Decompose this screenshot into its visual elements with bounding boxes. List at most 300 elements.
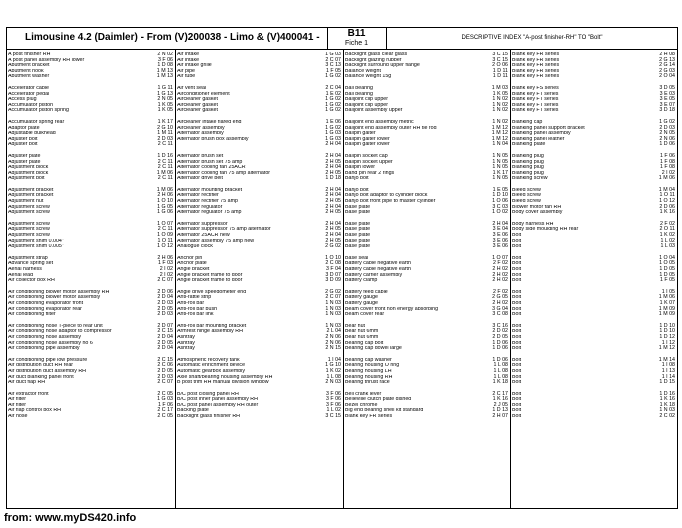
fiche-reference: 1 F 05 — [659, 277, 675, 284]
part-description: Blower motor fan RH — [512, 204, 562, 210]
part-description: Battery gauge — [345, 295, 378, 301]
fiche-reference: 1 N 05 — [492, 175, 508, 182]
part-description: Adjustment screw — [8, 227, 50, 233]
part-description: Balljoint end assembly metric — [345, 119, 414, 125]
fiche-reference: 2 H 04 — [325, 232, 341, 239]
fiche-reference: 2 D 03 — [157, 373, 173, 380]
index-entry — [344, 414, 510, 420]
part-description: A post panel assembly RH lower — [8, 57, 85, 63]
part-description: Aircleaner assembly — [177, 125, 225, 131]
part-description: Balance weight — [345, 68, 381, 74]
fiche-reference: 2 H 02 — [492, 271, 508, 278]
part-description: Air conditioning hose adaptor to compressor — [8, 329, 112, 335]
fiche-reference: 1 G 02 — [325, 101, 341, 108]
part-description: Battery clamp — [345, 278, 378, 284]
header-divider — [386, 28, 387, 49]
part-description: Bolt — [512, 278, 522, 284]
part-description: Bolt — [512, 380, 522, 386]
part-description: Accelerator cable — [8, 85, 49, 91]
part-description: Ballpin lower — [345, 165, 376, 171]
fiche-reference: 1 L 02 — [660, 237, 675, 244]
part-description: Aerial harness — [8, 267, 42, 272]
part-description: Bezel chrome — [345, 402, 378, 408]
index-entry — [344, 142, 510, 148]
fiche-reference: 3 C 03 — [492, 203, 508, 210]
part-description: Body harness RH — [512, 221, 554, 227]
part-description: Banjo bolt front pipe to master cylinder — [345, 199, 436, 205]
fiche-reference: 2 C 02 — [659, 413, 675, 420]
part-description: Air pipe — [177, 68, 195, 74]
part-description: Bolt — [512, 363, 522, 369]
part-description: Air duct flap RH — [8, 380, 46, 386]
fiche-reference: 3 E 06 — [492, 237, 508, 244]
part-description: Bleed screw — [512, 193, 541, 199]
fiche-reference: 1 O 07 — [492, 254, 508, 261]
part-description: Blanking plug — [512, 165, 544, 171]
part-description: Bolt — [512, 334, 522, 340]
part-description: Backing plate — [177, 408, 209, 414]
part-description: Alternator brush set — [177, 153, 224, 159]
parts-index-sheet — [6, 27, 678, 509]
fiche-reference: 2 D 04 — [157, 345, 173, 352]
part-description: Blank key FT series — [512, 108, 559, 114]
part-description: Ball bearing — [345, 91, 373, 97]
part-description: Bolt — [512, 272, 522, 278]
fiche-reference: 1 O 07 — [157, 220, 173, 227]
fiche-reference: 1 N 05 — [492, 164, 508, 171]
index-entry — [7, 210, 175, 216]
fiche-reference: 1 K 02 — [659, 232, 675, 239]
fiche-reference: 2 H 07 — [492, 413, 508, 420]
fiche-reference: 3 E 07 — [659, 101, 675, 108]
fiche-reference: 2 H 05 — [325, 198, 341, 205]
part-description: Balljoint end assembly outer RH tie rod — [345, 125, 437, 131]
fiche-reference: 1 O 10 — [325, 254, 341, 261]
part-description: Alternator brush box assembly — [177, 136, 249, 142]
part-description: Bleed screw — [512, 199, 541, 205]
fiche-reference: 2 N 03 — [325, 379, 341, 386]
fiche-reference: 1 O 05 — [659, 260, 675, 267]
fiche-reference: 1 L 08 — [493, 362, 508, 369]
fiche-reference: 1 F 08 — [659, 158, 675, 165]
fiche-reference: 2 C 17 — [492, 390, 508, 397]
part-description: Blank key FT series — [512, 97, 559, 103]
fiche-reference: 1 M 09 — [658, 305, 675, 312]
fiche-reference: 1 K 02 — [325, 367, 341, 374]
part-description: Adaptor plate — [8, 125, 40, 131]
fiche-reference: 2 C 11 — [157, 164, 173, 171]
fiche-reference: 1 N 02 — [492, 96, 508, 103]
sheet-title: Limousine 4.2 (Daimler) - From (V)200038 - Limo & (V)400041 - — [25, 32, 320, 43]
fiche-reference: 2 I 02 — [661, 169, 675, 176]
part-description: Adjuster bolt — [8, 142, 38, 148]
part-description: Aircleaner intake flared end — [177, 119, 242, 125]
part-description: Bearing cap dowel large — [345, 346, 402, 352]
part-description: Anti-roll bar mounting bracket — [177, 323, 247, 329]
part-description: Banjo bolt — [345, 176, 369, 182]
part-description: Big end bearing shell kit standard — [345, 408, 424, 414]
part-description: Automatic gearbox assembly — [177, 368, 246, 374]
source-footer: from: www.myDS420.info — [4, 512, 137, 524]
fiche-reference: 2 H 02 — [492, 266, 508, 272]
part-description: Blank key FS series — [512, 85, 559, 91]
index-entry — [7, 312, 175, 318]
part-description: Bearing housing RH — [345, 374, 393, 380]
part-description: Anchor pin — [177, 255, 203, 261]
part-description: Bleed screw — [512, 187, 541, 193]
index-entry — [176, 74, 343, 80]
fiche-reference: 1 K 05 — [492, 90, 508, 97]
part-description: Air conditioning pipe assembly — [8, 346, 80, 352]
fiche-reference: 2 C 15 — [157, 328, 173, 335]
fiche-reference: 2 D 03 — [157, 135, 173, 142]
index-entry — [176, 244, 343, 250]
fiche-reference: 1 D 08 — [157, 62, 173, 69]
part-description: Blanking screw — [512, 176, 548, 182]
fiche-reference: 1 K 07 — [659, 299, 675, 306]
fiche-reference: 3 D 09 — [325, 277, 341, 284]
fiche-reference: 2 H 05 — [325, 169, 341, 176]
part-description: Angle bracket frame to door — [177, 272, 243, 278]
part-description: Beam cover rear — [345, 312, 385, 318]
index-column-2 — [176, 52, 343, 507]
part-description: B/C post inner panel assembly RH — [177, 397, 258, 403]
part-description: Adjustment shim 0.004" — [8, 238, 64, 244]
fiche-reference: 1 G 03 — [157, 396, 173, 403]
fiche-reference: 2 H 04 — [492, 220, 508, 227]
part-description: Bell crank lever — [345, 391, 382, 397]
part-description: Blanking plug — [512, 153, 544, 159]
part-description: Bolt — [512, 255, 522, 261]
part-description: Blank key FR series — [512, 74, 560, 80]
fiche-reference: 1 M 13 — [156, 73, 173, 80]
fiche-reference: 1 N 02 — [492, 101, 508, 108]
fiche-reference: 1 O 10 — [157, 198, 173, 205]
fiche-reference: 3 E 06 — [492, 243, 508, 250]
fiche-reference: 2 G 02 — [325, 243, 341, 250]
fiche-reference: 2 D 07 — [157, 322, 173, 329]
part-description: Adjuster bolt — [8, 136, 38, 142]
fiche-reference: 2 G 14 — [659, 62, 675, 69]
part-description: Base plate — [345, 227, 371, 233]
fiche-reference: 3 E 05 — [659, 96, 675, 103]
part-description: Air intake — [177, 57, 200, 63]
fiche-reference: 2 C 04 — [325, 84, 341, 91]
part-description: Adjuster plate — [8, 159, 41, 165]
index-entry — [176, 380, 343, 386]
fiche-reference: 2 C 07 — [325, 56, 341, 63]
part-description: Abutment bracket — [8, 63, 50, 69]
part-description: Bearing housing LH — [345, 368, 392, 374]
part-description: Blank key FR series — [512, 57, 560, 63]
part-description: Adjustment screw — [8, 204, 50, 210]
fiche-reference: 1 N 02 — [492, 118, 508, 125]
part-description: Adjustment shim 0.005" — [8, 244, 64, 250]
part-description: B/C post closing panel RH — [177, 391, 239, 397]
part-description: Air conditioning hose assembly — [8, 334, 82, 340]
index-entry — [344, 380, 510, 386]
part-description: Bolt — [512, 397, 522, 403]
fiche-reference: 1 D 10 — [659, 328, 675, 335]
part-description: Bolt — [512, 374, 522, 380]
part-description: Automatic enrichment device — [177, 363, 246, 369]
fiche-reference: 2 O 06 — [492, 62, 508, 69]
part-description: Alternator 25ACR new — [177, 233, 230, 239]
fiche-reference: 2 H 04 — [325, 186, 341, 193]
fiche-reference: 1 M 13 — [156, 67, 173, 74]
fiche-reference: 1 E 05 — [492, 186, 508, 193]
fiche-reference: 2 D 04 — [157, 294, 173, 301]
index-entry — [344, 312, 510, 318]
fiche-reference: 2 D 06 — [659, 203, 675, 210]
part-description: Blank key FR series — [345, 414, 393, 420]
part-description: Base seal — [345, 255, 369, 261]
fiche-reference: 2 F 02 — [492, 288, 508, 295]
fiche-reference: 1 D 10 — [492, 192, 508, 199]
fiche-reference: 1 F 06 — [157, 401, 173, 408]
fiche-reference: 3 C 16 — [492, 322, 508, 329]
part-description: Air flap control box RH — [8, 408, 61, 414]
fiche-reference: 1 O 12 — [157, 243, 173, 250]
fiche-reference: 2 J 05 — [493, 401, 508, 408]
part-description: Belleville clutch plate dished — [345, 397, 412, 403]
part-description: Bolt — [512, 408, 522, 414]
part-description: Bearing cap bolt — [345, 340, 384, 346]
part-description: Bolt — [512, 238, 522, 244]
fiche-reference: 1 L 03 — [660, 243, 675, 250]
fiche-reference: 2 C 11 — [157, 226, 173, 233]
fiche-reference: 1 F 05 — [325, 67, 341, 74]
part-description: Bolt — [512, 295, 522, 301]
fiche-reference: 2 D 03 — [157, 299, 173, 306]
fiche-reference: 3 D 07 — [325, 271, 341, 278]
part-description — [176, 142, 325, 148]
part-description: Ballpin socket upper — [345, 159, 393, 165]
fiche-reference: 1 K 18 — [659, 401, 675, 408]
part-description: Air filter — [8, 402, 26, 408]
fiche-reference: 1 N 03 — [325, 311, 341, 318]
fiche-reference: 2 C 05 — [157, 390, 173, 397]
fiche-reference: 1 N 05 — [492, 158, 508, 165]
part-description: Blank key FR series — [512, 63, 560, 69]
part-description: Bear nut 6mm — [345, 329, 379, 335]
fiche-reference: 1 I 14 — [661, 373, 675, 380]
part-description: Alternator cooling fan 75 amp alternator — [177, 170, 271, 176]
part-description: Bearing thrust race — [345, 380, 390, 386]
index-entry — [7, 74, 175, 80]
part-description: Abutment washer — [8, 74, 50, 80]
fiche-reference: 2 N 06 — [325, 333, 341, 340]
part-description: Aircleaner gasket — [177, 108, 218, 114]
fiche-reference: 1 G 02 — [325, 96, 341, 103]
part-description: Ballpin gaiter lower — [345, 142, 390, 148]
fiche-reference: 1 M 06 — [658, 175, 675, 182]
part-description: Aircleaner gasket — [177, 102, 218, 108]
part-description: Beam cover front non energy absorbing — [345, 306, 439, 312]
fiche-reference: 2 G 03 — [659, 67, 675, 74]
fiche-reference: 1 F 06 — [659, 152, 675, 159]
part-description: Alternator assembly — [177, 131, 224, 137]
index-entry — [344, 278, 510, 284]
part-description: Blanking panel support bracket — [512, 125, 585, 131]
part-description: Air conditioning evaporator rear — [8, 306, 82, 312]
part-description: Air tube — [177, 74, 196, 80]
fiche-reference: 2 N 06 — [325, 339, 341, 346]
fiche-reference: 2 I 02 — [159, 266, 173, 272]
index-entry — [511, 380, 677, 386]
fiche-reference: 1 N 05 — [492, 152, 508, 159]
fiche-reference: 3 G 04 — [492, 305, 508, 312]
fiche-reference: 1 D 06 — [659, 141, 675, 148]
part-description: B/C post panel assembly RH outer — [177, 402, 259, 408]
part-description: Bear nut 6mm — [345, 334, 379, 340]
fiche-reference: 1 G 02 — [659, 118, 675, 125]
fiche-reference: 1 M 09 — [658, 311, 675, 318]
part-description: Adjustment nut — [8, 199, 44, 205]
part-description: Anchor plate — [177, 261, 207, 267]
part-description: Alternator suppressor 75 amp alternator — [177, 227, 271, 233]
part-description: Air filter — [8, 397, 26, 403]
part-description: Alternator cooling fan 25ACR — [177, 165, 246, 171]
fiche-reference: 2 H 02 — [492, 299, 508, 306]
part-description: Air duct blanking panel front — [8, 374, 74, 380]
fiche-reference: 3 C 15 — [492, 52, 508, 57]
fiche-reference: 2 D 03 — [157, 311, 173, 318]
part-description: Air intake — [177, 52, 200, 57]
fiche-reference: 2 C 11 — [157, 175, 173, 182]
fiche-reference: 1 L 02 — [326, 407, 341, 414]
part-description: Ball bearing — [345, 85, 373, 91]
fiche-reference: 2 H 05 — [325, 226, 341, 233]
fiche-reference: 1 O 11 — [157, 237, 173, 244]
index-entry — [511, 142, 677, 148]
part-description: Blanking panel assembly — [512, 131, 571, 137]
part-description: Bolt — [512, 233, 522, 239]
fiche-reference: 1 D 13 — [492, 407, 508, 414]
part-description: Air hose — [8, 414, 28, 420]
index-entry — [176, 142, 343, 148]
fiche-reference: 1 M 12 — [658, 345, 675, 352]
fiche-reference: 2 L 04 — [326, 328, 341, 335]
part-description: Banjo bolt — [345, 187, 369, 193]
part-description: Adjustment strap — [8, 255, 48, 261]
part-description: Anti-roll bar bush — [177, 306, 218, 312]
part-description: Analogue clock — [177, 244, 213, 250]
part-description: Base plate — [345, 238, 371, 244]
index-entry — [511, 176, 677, 182]
part-description: Battery cable negative earth — [345, 261, 411, 267]
part-description: Atmospheric recovery tank — [177, 357, 240, 363]
sheet-header — [7, 28, 677, 50]
fiche-reference: 1 G 06 — [157, 209, 173, 216]
fiche-reference: 3 D 05 — [659, 84, 675, 91]
part-description: Air vent seal — [177, 85, 207, 91]
fiche-reference: 2 O 11 — [659, 226, 675, 233]
index-column-4 — [511, 52, 677, 507]
fiche-reference: 1 D 11 — [492, 67, 508, 74]
fiche-reference: 2 D 05 — [157, 339, 173, 346]
fiche-reference: 2 H 04 — [325, 203, 341, 210]
fiche-reference: 1 O 04 — [659, 254, 675, 261]
part-description: Armrest hinge assembly RH — [177, 329, 243, 335]
fiche-reference: 3 C 15 — [325, 413, 341, 420]
fiche-reference: 1 G 02 — [325, 73, 341, 80]
fiche-reference: 2 H 02 — [492, 277, 508, 284]
fiche-reference: 2 F 02 — [492, 260, 508, 267]
fiche-reference: 3 C 13 — [325, 62, 341, 69]
fiche-reference: 2 D 05 — [492, 333, 508, 340]
part-description: Alternator brush set 75 amp — [177, 159, 243, 165]
index-entry — [344, 346, 510, 352]
fiche-reference: 1 I 12 — [661, 339, 675, 346]
fiche-reference: 1 K 16 — [492, 396, 508, 403]
part-description: Axle shaft/bearing housing assembly RH — [177, 374, 273, 380]
part-description: Air intake grille — [177, 63, 212, 69]
fiche-reference: 3 F 06 — [325, 390, 341, 397]
part-description: Adjustment bolt — [8, 176, 45, 182]
fiche-reference: 2 C 07 — [157, 379, 173, 386]
part-description: Bearing housing O ring — [345, 363, 400, 369]
fiche-reference: 1 I 04 — [327, 356, 341, 363]
part-description: Bolt — [512, 346, 522, 352]
part-description: Bolt — [512, 289, 522, 295]
part-description: Adjustment screw — [8, 233, 50, 239]
fiche-reference: 1 M 06 — [156, 169, 173, 176]
fiche-reference: 2 C 11 — [157, 141, 173, 148]
fiche-reference: 3 E 03 — [659, 90, 675, 97]
fiche-reference: 1 M 14 — [658, 356, 675, 363]
part-description: Adjuster plate — [8, 153, 41, 159]
fiche-reference: 2 H 06 — [157, 254, 173, 261]
fiche-reference: 2 N 05 — [157, 96, 173, 103]
index-entry — [7, 176, 175, 182]
fiche-reference: 1 D 15 — [659, 379, 675, 386]
fiche-reference: 2 G 13 — [659, 56, 675, 63]
part-description: Base plate — [345, 244, 371, 250]
fiche-reference: 1 D 11 — [492, 73, 508, 80]
part-description: Bolt — [512, 357, 522, 363]
index-entry — [176, 278, 343, 284]
part-description: Backlight glazing rubber — [345, 57, 402, 63]
part-description: Blanking plug — [512, 170, 544, 176]
part-description: Bolt — [512, 340, 522, 346]
index-entry — [344, 244, 510, 250]
part-description: Blanking cap — [512, 119, 543, 125]
part-description: Angle bracket — [177, 267, 210, 272]
index-entry — [7, 142, 175, 148]
fiche-reference: 2 C 05 — [157, 413, 173, 420]
part-description: Ballpin gaiter — [345, 131, 376, 137]
part-description: Adjustment screw — [8, 210, 50, 216]
fiche-reference: 2 C 17 — [157, 407, 173, 414]
fiche-reference: 1 M 03 — [491, 84, 508, 91]
part-description: Bear nut — [345, 323, 366, 329]
fiche-reference: 3 C 08 — [492, 311, 508, 318]
part-description: Alternator suppressor — [177, 221, 228, 227]
part-description: B post trim RH manual division window — [177, 380, 269, 386]
index-entry — [7, 380, 175, 386]
fiche-reference: 1 K 18 — [492, 379, 508, 386]
fiche-reference: 2 D 02 — [492, 328, 508, 335]
part-description: Adjustment screw — [8, 221, 50, 227]
fiche-reference: 1 D 10 — [659, 322, 675, 329]
index-column-3 — [344, 52, 510, 507]
fiche-reference: 1 D 05 — [659, 271, 675, 278]
fiche-reference: 1 D 06 — [492, 339, 508, 346]
fiche-reference: 1 N 02 — [492, 107, 508, 114]
index-entry — [7, 414, 175, 420]
part-description: Ashtray — [177, 334, 195, 340]
